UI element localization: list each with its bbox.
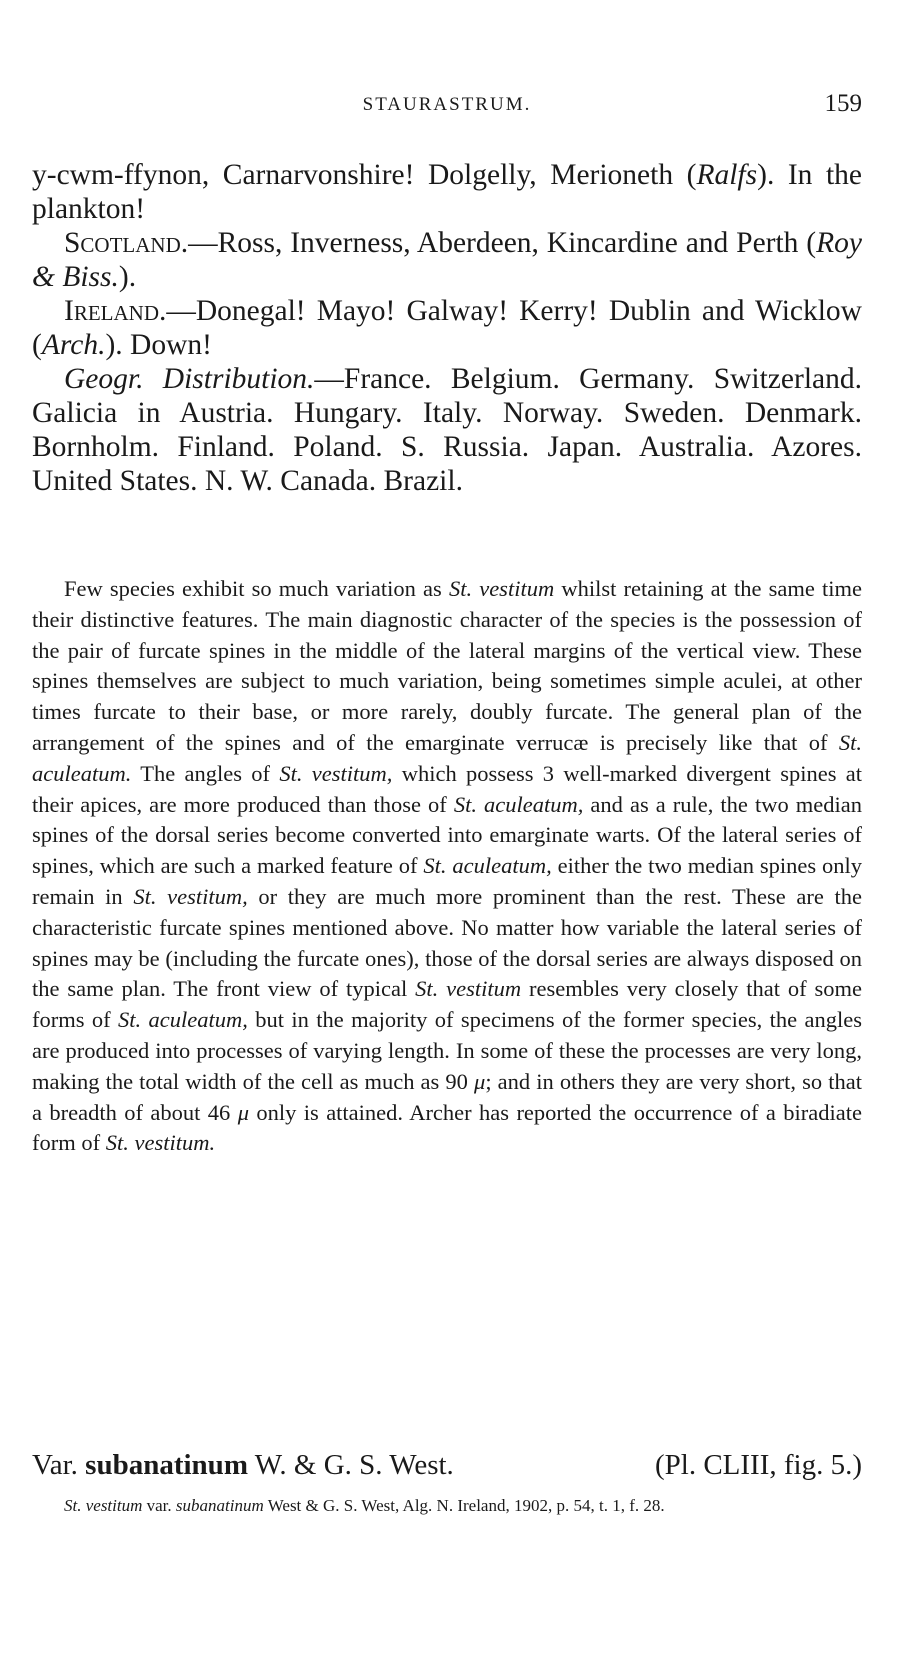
taxon-name: St. vestitum. bbox=[105, 1130, 216, 1156]
scotland-records: Scotland.—Ross, Inverness, Aberdeen, Kincardine and Perth (Roy & Biss.). bbox=[32, 227, 862, 293]
authority: Arch. bbox=[41, 329, 106, 361]
taxon-name: St. vestitum bbox=[415, 976, 522, 1002]
taxon-name: St. vestitum bbox=[448, 576, 555, 601]
authority: Ralfs bbox=[696, 159, 758, 191]
variety-name: subanatinum bbox=[85, 1449, 248, 1481]
taxon-name: St. aculeatum, bbox=[453, 791, 584, 817]
running-title: STAURASTRUM. bbox=[362, 94, 532, 115]
ireland-records: Ireland.—Donegal! Mayo! Galway! Kerry! Dublin and Wicklow (Arch.). Down! bbox=[32, 295, 862, 361]
discussion-paragraph: Few species exhibit so much variation as St. vestitum whilst retaining at the same time their distinctive features. The main diagnostic character of the species is the possession of the pair of furcate spines in the middle of the lateral margins of the vertical view. These spines themselves are subject to much variation, being sometimes simple aculei, at other times furcate to their base, or more rarely, doubly furcate. The general plan of the arrangement of the spines and of the emarginate verrucæ is precisely like that of St. aculeatum. The angles of St. vestitum, which possess 3 well-marked divergent spines at their apices, are more produced than those of St. aculeatum, and as a rule, the two median spines of the dorsal series become converted into emarginate warts. Of the lateral series of spines, which are such a marked feature of St. aculeatum, either the two median spines only remain in St. vestitum, or they are much more prominent than the rest. These are the characteristic furcate spines mentioned above. No matter how variable the lateral series of spines may be (including the furcate ones), those of the dorsal series are always disposed on the same plan. The front view of typical St. vestitum resembles very closely that of some forms of St. aculeatum, but in the majority of specimens of the former species, the angles are produced into processes of varying length. In some of these the processes are very long, making the total width of the cell as much as 90 μ; and in others they are very short, so that a breadth of about 46 μ only is attained. Archer has reported the occurrence of a biradiate form of St. vestitum. bbox=[32, 576, 862, 1156]
region-label: Ireland. bbox=[64, 295, 167, 327]
page-number: 159 bbox=[824, 90, 862, 117]
citation: St. vestitum var. subanatinum West & G. S. West, Alg. N. Ireland, 1902, p. 54, t. 1, f. 28. bbox=[64, 1496, 665, 1515]
wales-records: y-cwm-ffynon, Carnarvonshire! Dolgelly, Merioneth (Ralfs). In the plankton! bbox=[32, 159, 863, 225]
unit-micron: μ bbox=[474, 1068, 486, 1094]
taxon-name: St. aculeatum, bbox=[423, 853, 552, 879]
authority: Roy & Biss. bbox=[32, 227, 862, 293]
distribution-section bbox=[32, 158, 862, 498]
running-head bbox=[32, 90, 862, 120]
taxon-name: St. aculeatum. bbox=[32, 729, 862, 786]
unit-micron: μ bbox=[237, 1099, 249, 1125]
taxon-name: St. vestitum, bbox=[133, 883, 248, 909]
region-label: Scotland. bbox=[64, 227, 189, 259]
taxon-name: St. aculeatum, bbox=[118, 1007, 248, 1033]
geographic-distribution: Geogr. Distribution.—France. Belgium. Germany. Switzerland. Galicia in Austria. Hungary. Italy. Norway. Sweden. Denmark. Bornholm. Finland. Poland. S. Russia. Japan. Australia. Azores. United States. N. W. Canada. Brazil. bbox=[32, 363, 862, 497]
geogr-label: Geogr. Distribution. bbox=[64, 363, 315, 395]
variety-authority: W. & G. S. West. bbox=[247, 1449, 454, 1481]
variety-heading: Var. subanatinum W. & G. S. West. (Pl. CLIII, fig. 5.) bbox=[32, 1449, 862, 1481]
taxon-name: St. vestitum, bbox=[279, 760, 393, 786]
plate-reference: (Pl. CLIII, fig. 5.) bbox=[655, 1449, 862, 1481]
